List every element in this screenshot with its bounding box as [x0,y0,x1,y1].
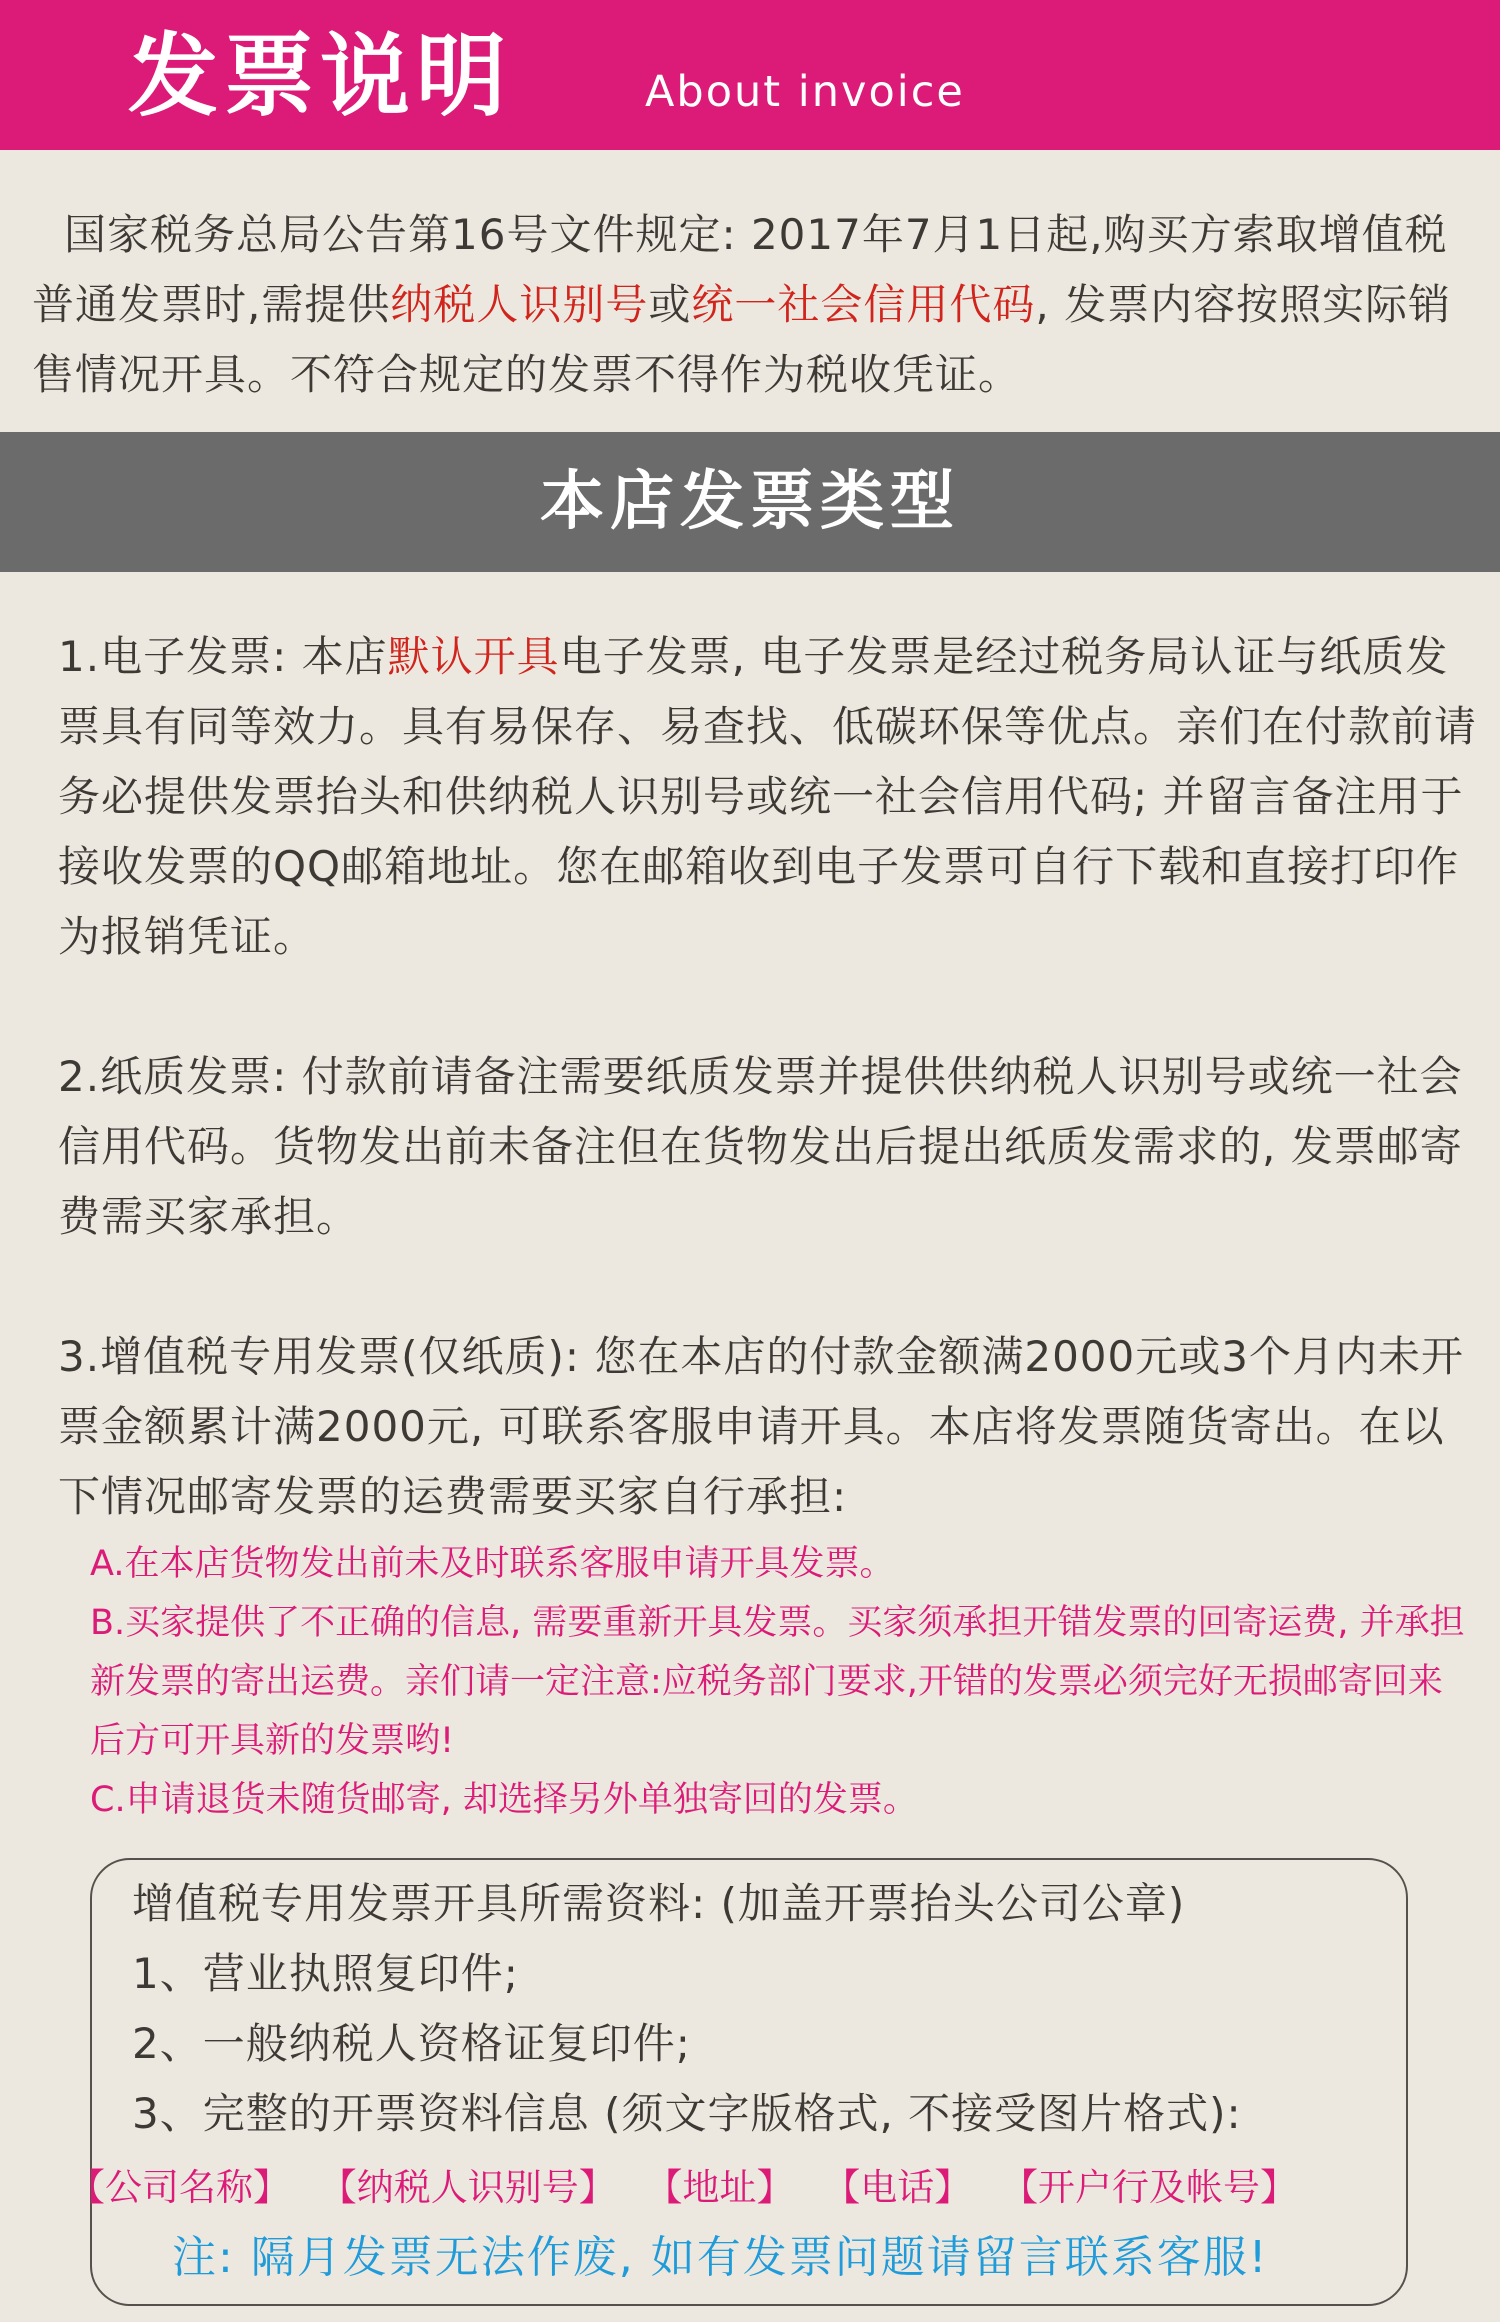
field-address: 【地址】 [645,2166,794,2209]
requirements-heading: 增值税专用发票开具所需资料: (加盖开票抬头公司公章) [132,1879,1186,1928]
shipping-notes [90,1535,1470,1830]
requirement-item-3: 3、完整的开票资料信息 (须文字版格式, 不接受图片格式): [132,2089,1242,2138]
final-note: 注: 隔月发票无法作废, 如有发票问题请留言联系客服! [172,2232,1269,2283]
intro-highlight-credit-code: 统一社会信用代码 [691,280,1036,329]
field-phone: 【电话】 [823,2166,972,2209]
intro-highlight-taxpayer-id: 纳税人识别号 [390,280,649,329]
required-fields [68,2158,1315,2218]
field-bank-account: 【开户行及帐号】 [1001,2166,1298,2209]
section-band-title: 本店发票类型 [540,465,960,539]
intro-text-3: , 发票内容按照实际销售情况开具。不符合规定的发票不得作为税收凭证。 [32,280,1452,399]
requirement-item-2: 2、一般纳税人资格证复印件; [132,2019,691,2068]
intro-text-1: 国家税务总局公告第16号文件规定: 2017年7月1日起,购买方索取增值税普通发票时,需提供 [32,210,1448,329]
section1-highlight-default: 默认开具 [387,632,560,681]
section-paper-invoice: 2.纸质发票: 付款前请备注需要纸质发票并提供供纳税人识别号或统一社会信用代码。货物发出前未备注但在货物发出后提出纸质发需求的, 发票邮寄费需买家承担。 [58,1052,1463,1241]
requirement-item-1: 1、营业执照复印件; [132,1949,519,1998]
field-taxpayer-id: 【纳税人识别号】 [319,2166,616,2209]
intro-paragraph [32,200,1482,410]
section-band [0,432,1500,572]
section-electronic-invoice [58,622,1478,972]
page-title: 发票说明 [128,24,512,129]
intro-text-2: 或 [648,280,692,329]
section-vat-invoice: 3.增值税专用发票(仅纸质): 您在本店的付款金额满2000元或3个月内未开票金额累计满2000元, 可联系客服申请开具。本店将发票随货寄出。在以下情况邮寄发票的运费需要买家自行承担: [58,1332,1464,1521]
page-subtitle: About invoice [645,67,965,117]
section1-text-1: 1.电子发票: 本店 [58,632,388,681]
field-company-name: 【公司名称】 [68,2166,290,2209]
note-a: A.在本店货物发出前未及时联系客服申请开具发票。 [90,1544,895,1584]
note-c: C.申请退货未随货邮寄, 却选择另外单独寄回的发票。 [90,1780,918,1820]
note-b: B.买家提供了不正确的信息, 需要重新开具发票。买家须承担开错发票的回寄运费, 并承担新发票的寄出运费。亲们请一定注意:应税务部门要求,开错的发票必须完好无损邮寄回来后方可开具新的发票哟! [90,1603,1465,1761]
section1-text-2: 电子发票, 电子发票是经过税务局认证与纸质发票具有同等效力。具有易保存、易查找、低碳环保等优点。亲们在付款前请务必提供发票抬头和供纳税人识别号或统一社会信用代码; 并留言备注用于接收发票的QQ邮箱地址。您在邮箱收到电子发票可自行下载和直接打印作为报销凭证。 [58,632,1478,961]
header-banner [0,0,1500,150]
